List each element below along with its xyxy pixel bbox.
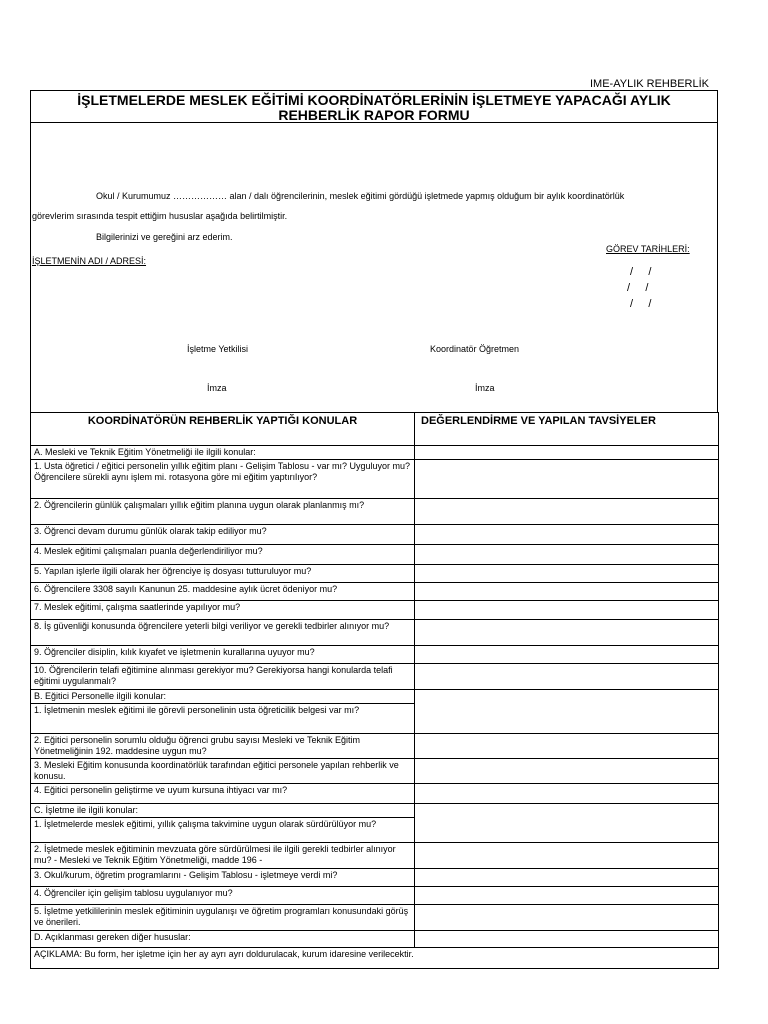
form-title-line1: İŞLETMELERDE MESLEK EĞİTİMİ KOORDİNATÖRLERİNİN İŞLETMEYE YAPACAĞI AYLIK: [77, 92, 671, 108]
table-row: 4. Öğrenciler için gelişim tablosu uygulanıyor mu?: [31, 887, 415, 905]
business-name-address-label: İŞLETMENİN ADI / ADRESİ:: [32, 256, 147, 266]
evaluation-cell[interactable]: [415, 905, 719, 931]
evaluation-cell[interactable]: [415, 565, 719, 583]
evaluation-cell[interactable]: [415, 843, 719, 869]
business-official-label: İşletme Yetkilisi: [187, 344, 249, 354]
date-line-2[interactable]: / /: [627, 282, 649, 294]
evaluation-cell[interactable]: [415, 931, 719, 948]
evaluation-cell[interactable]: [415, 887, 719, 905]
evaluation-cell[interactable]: [415, 804, 719, 843]
signature-left-label: İmza: [207, 383, 227, 393]
table-row: 5. İşletme yetkililerinin meslek eğitiminin uygulanışı ve öğretim programları konusundaki görüş ve önerileri.: [31, 905, 415, 931]
evaluation-cell[interactable]: [415, 759, 719, 784]
evaluation-cell[interactable]: [415, 664, 719, 690]
intro-paragraph1-line1: Okul / Kurumumuz ……………… alan / dalı öğrencilerinin, meslek eğitimi gördüğü işletmede yapmış olduğum bir aylık koordinatörlük: [96, 191, 625, 201]
form-code: IME-AYLIK REHBERLİK: [590, 78, 709, 90]
evaluation-cell[interactable]: [415, 583, 719, 601]
intro-section: [30, 123, 718, 413]
table-row: 1. İşletmenin meslek eğitimi ile görevli personelinin usta öğreticilik belgesi var mı?: [31, 704, 415, 734]
table-row: 2. Öğrencilerin günlük çalışmaları yıllık eğitim planına uygun olarak planlanmış mı?: [31, 499, 415, 525]
duty-dates-label: GÖREV TARİHLERİ:: [606, 244, 690, 254]
evaluation-cell[interactable]: [415, 446, 719, 460]
section-a-heading: A. Mesleki ve Teknik Eğitim Yönetmeliği ile ilgili konular:: [31, 446, 415, 460]
footer-note: AÇIKLAMA: Bu form, her işletme için her ay ayrı ayrı doldurulacak, kurum idaresine verilecektir.: [31, 948, 719, 969]
table-row: 2. İşletmede meslek eğitiminin mevzuata göre sürdürülmesi ile ilgili gerekli tedbirler alınıyor mu? - Mesleki ve Teknik Eğitim Yönetmeliği, madde 196 -: [31, 843, 415, 869]
evaluation-cell[interactable]: [415, 545, 719, 565]
table-row: 4. Eğitici personelin geliştirme ve uyum kursuna ihtiyacı var mı?: [31, 784, 415, 804]
table-row: 3. Öğrenci devam durumu günlük olarak takip ediliyor mu?: [31, 525, 415, 545]
table-header-topics: KOORDİNATÖRÜN REHBERLİK YAPTIĞI KONULAR: [31, 413, 415, 446]
table-row: 1. Usta öğretici / eğitici personelin yıllık eğitim planı - Gelişim Tablosu - var mı? Uyguluyor mu? Öğrencilere sürekli aynı işlem mi. rotasyona göre mi eğitim yaptırılıyor?: [31, 460, 415, 499]
evaluation-cell[interactable]: [415, 601, 719, 620]
intro-paragraph1-line2: görevlerim sırasında tespit ettiğim hususlar aşağıda belirtilmiştir.: [32, 211, 288, 221]
table-row: 3. Mesleki Eğitim konusunda koordinatörlük tarafından eğitici personele yapılan rehberlik ve konusu.: [31, 759, 415, 784]
table-row: 7. Meslek eğitimi, çalışma saatlerinde yapılıyor mu?: [31, 601, 415, 620]
evaluation-cell[interactable]: [415, 690, 719, 734]
section-b-heading: B. Eğitici Personelle ilgili konular:: [31, 690, 415, 704]
section-c-heading: C. İşletme ile ilgili konular:: [31, 804, 415, 818]
table-row: 4. Meslek eğitimi çalışmaları puanla değerlendiriliyor mu?: [31, 545, 415, 565]
date-line-1[interactable]: / /: [630, 266, 652, 278]
table-row: 8. İş güvenliği konusunda öğrencilere yeterli bilgi veriliyor ve gerekli tedbirler alınıyor mu?: [31, 620, 415, 646]
table-row: 5. Yapılan işlerle ilgili olarak her öğrenciye iş dosyası tutturuluyor mu?: [31, 565, 415, 583]
table-row: 1. İşletmelerde meslek eğitimi, yıllık çalışma takvimine uygun olarak sürdürülüyor mu?: [31, 818, 415, 843]
table-header-evaluation: DEĞERLENDİRME VE YAPILAN TAVSİYELER: [415, 413, 719, 446]
form-title-line2: REHBERLİK RAPOR FORMU: [278, 107, 470, 123]
guidance-table: [30, 412, 719, 969]
table-row: 9. Öğrenciler disiplin, kılık kıyafet ve işletmenin kurallarına uyuyor mu?: [31, 646, 415, 664]
evaluation-cell[interactable]: [415, 525, 719, 545]
table-row: 2. Eğitici personelin sorumlu olduğu öğrenci grubu sayısı Mesleki ve Teknik Eğitim Yönetmeliğinin 192. maddesine uygun mu?: [31, 734, 415, 759]
signature-right-label: İmza: [475, 383, 495, 393]
coordinator-teacher-label: Koordinatör Öğretmen: [430, 344, 520, 354]
evaluation-cell[interactable]: [415, 784, 719, 804]
intro-paragraph2: Bilgilerinizi ve gereğini arz ederim.: [96, 232, 233, 242]
evaluation-cell[interactable]: [415, 499, 719, 525]
table-row: 6. Öğrencilere 3308 sayılı Kanunun 25. maddesine aylık ücret ödeniyor mu?: [31, 583, 415, 601]
evaluation-cell[interactable]: [415, 460, 719, 499]
section-d-heading: D. Açıklanması gereken diğer hususlar:: [31, 931, 415, 948]
evaluation-cell[interactable]: [415, 620, 719, 646]
evaluation-cell[interactable]: [415, 734, 719, 759]
table-row: 10. Öğrencilerin telafi eğitimine alınması gerekiyor mu? Gerekiyorsa hangi konularda telafi eğitimi uygulanmalı?: [31, 664, 415, 690]
form-title: [30, 90, 718, 123]
evaluation-cell[interactable]: [415, 646, 719, 664]
evaluation-cell[interactable]: [415, 869, 719, 887]
date-line-3[interactable]: / /: [630, 298, 652, 310]
table-row: 3. Okul/kurum, öğretim programlarını - Gelişim Tablosu - işletmeye verdi mi?: [31, 869, 415, 887]
